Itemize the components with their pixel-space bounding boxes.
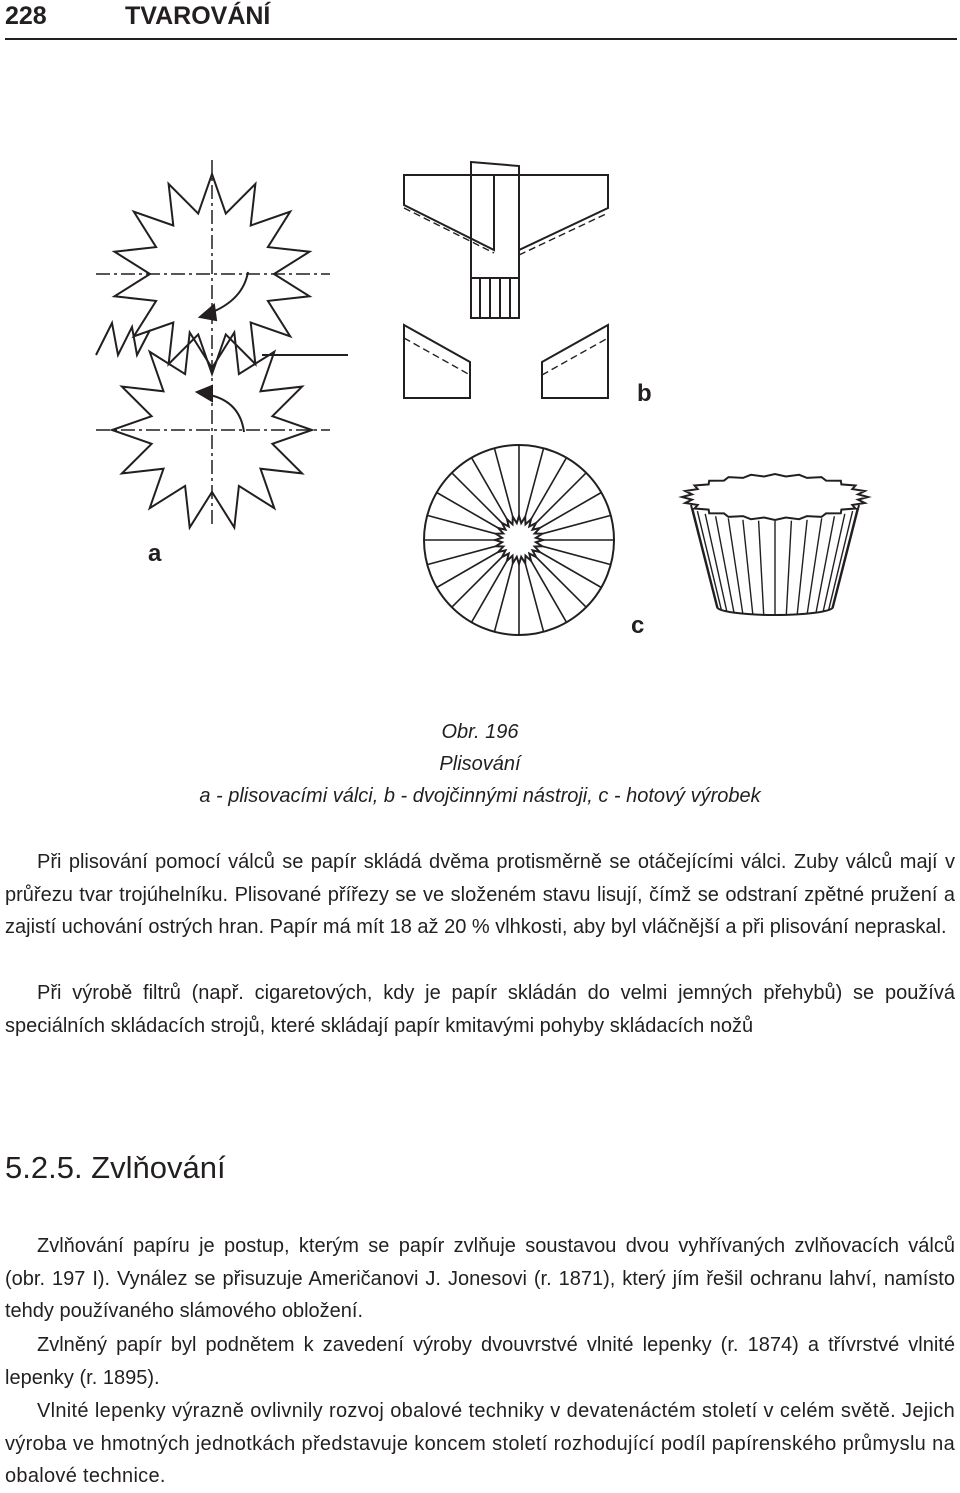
paragraph-corrugation: Zvlňování papíru je postup, kterým se papír zvlňuje soustavou dvou vyhřívaných zvlňovacích válců (obr. 197 I). Vynález se přisuzuje Američanovi J. Jonesovi (r. 1871), který jím řešil ochranu lahví, namísto tehdy používaného slámového obložení. [5, 1235, 955, 1322]
cup-pleat [797, 520, 807, 615]
caption-number: Obr. 196 [441, 721, 519, 743]
disc-spoke [427, 515, 496, 533]
paragraph-corrugated-board: Vlnité lepenky výrazně ovlivnily rozvoj obalové techniky v devatenáctém století v celém světě. Jejich výroba ve hmotných jednotkách představuje koncem století rozhodující podíl papírenského průmyslu na obalové technice. [5, 1400, 955, 1487]
pleated-cup [682, 474, 868, 615]
double-acting-tools [404, 162, 608, 398]
cup-pleat [728, 518, 743, 613]
page-number: 228 [5, 2, 47, 30]
cup-pleat [743, 520, 753, 615]
disc-spoke [542, 546, 611, 564]
cup-pleat [759, 521, 764, 615]
cup-pleat [807, 518, 822, 613]
section-heading: 5.2.5. Zvlňování [5, 1150, 226, 1185]
cup-pleat [705, 514, 727, 612]
paragraph-pleating-rollers: Při plisování pomocí válců se papír skládá dvěma protisměrně se otáčejícími válci. Zuby válců mají v průřezu tvar trojúhelníku. Plisované přířezy se ve složeném stavu lisují, čímž se odstraní zpětné pružení a zajistí uchování ostrých hran. Papír má mít 18 až 20 % vlhkosti, aby byl vláčnější a při plisování nepraskal. [5, 851, 955, 938]
cup-pleat [693, 508, 719, 608]
disc-spoke [525, 448, 543, 517]
figure-label-b: b [637, 380, 652, 407]
running-title: TVAROVÁNÍ [125, 2, 271, 30]
figure-label-c: c [631, 612, 645, 639]
disc-spoke [494, 563, 512, 632]
pleated-disc [424, 445, 614, 635]
cup-pleat [823, 514, 845, 612]
paragraph-corrugated-paper: Zvlněný papír byl podnětem k zavedení výroby dvouvrstvé vlnité lepenky (r. 1874) a třívrstvé vlnité lepenky (r. 1895). [5, 1334, 955, 1389]
caption-title: Plisování [439, 753, 521, 775]
disc-spoke [542, 515, 611, 533]
cup-pleat [832, 508, 858, 608]
disc-spoke [525, 563, 543, 632]
figure-caption [0, 716, 960, 812]
arrow-head-top [200, 305, 216, 320]
caption-description: a - plisovacími válci, b - dvojčinnými nástroji, c - hotový výrobek [199, 785, 761, 807]
pleating-figure [0, 150, 960, 710]
figure-label-a: a [148, 540, 162, 567]
arrow-head-bottom [197, 386, 212, 401]
paragraph-filters: Při výrobě filtrů (např. cigaretových, kdy je papír skládán do velmi jemných přehybů) se používá speciálních skládacích strojů, které skládají papír kmitavými pohyby skládacích nožů [5, 982, 955, 1037]
disc-spoke [427, 546, 496, 564]
rotation-arrow-top [210, 272, 248, 313]
header-rule [5, 38, 957, 40]
disc-spoke [494, 448, 512, 517]
rotation-arrow-bottom [210, 395, 244, 432]
cup-pleat [786, 521, 791, 615]
paper-zigzag [96, 323, 150, 355]
page-header [5, 0, 955, 40]
